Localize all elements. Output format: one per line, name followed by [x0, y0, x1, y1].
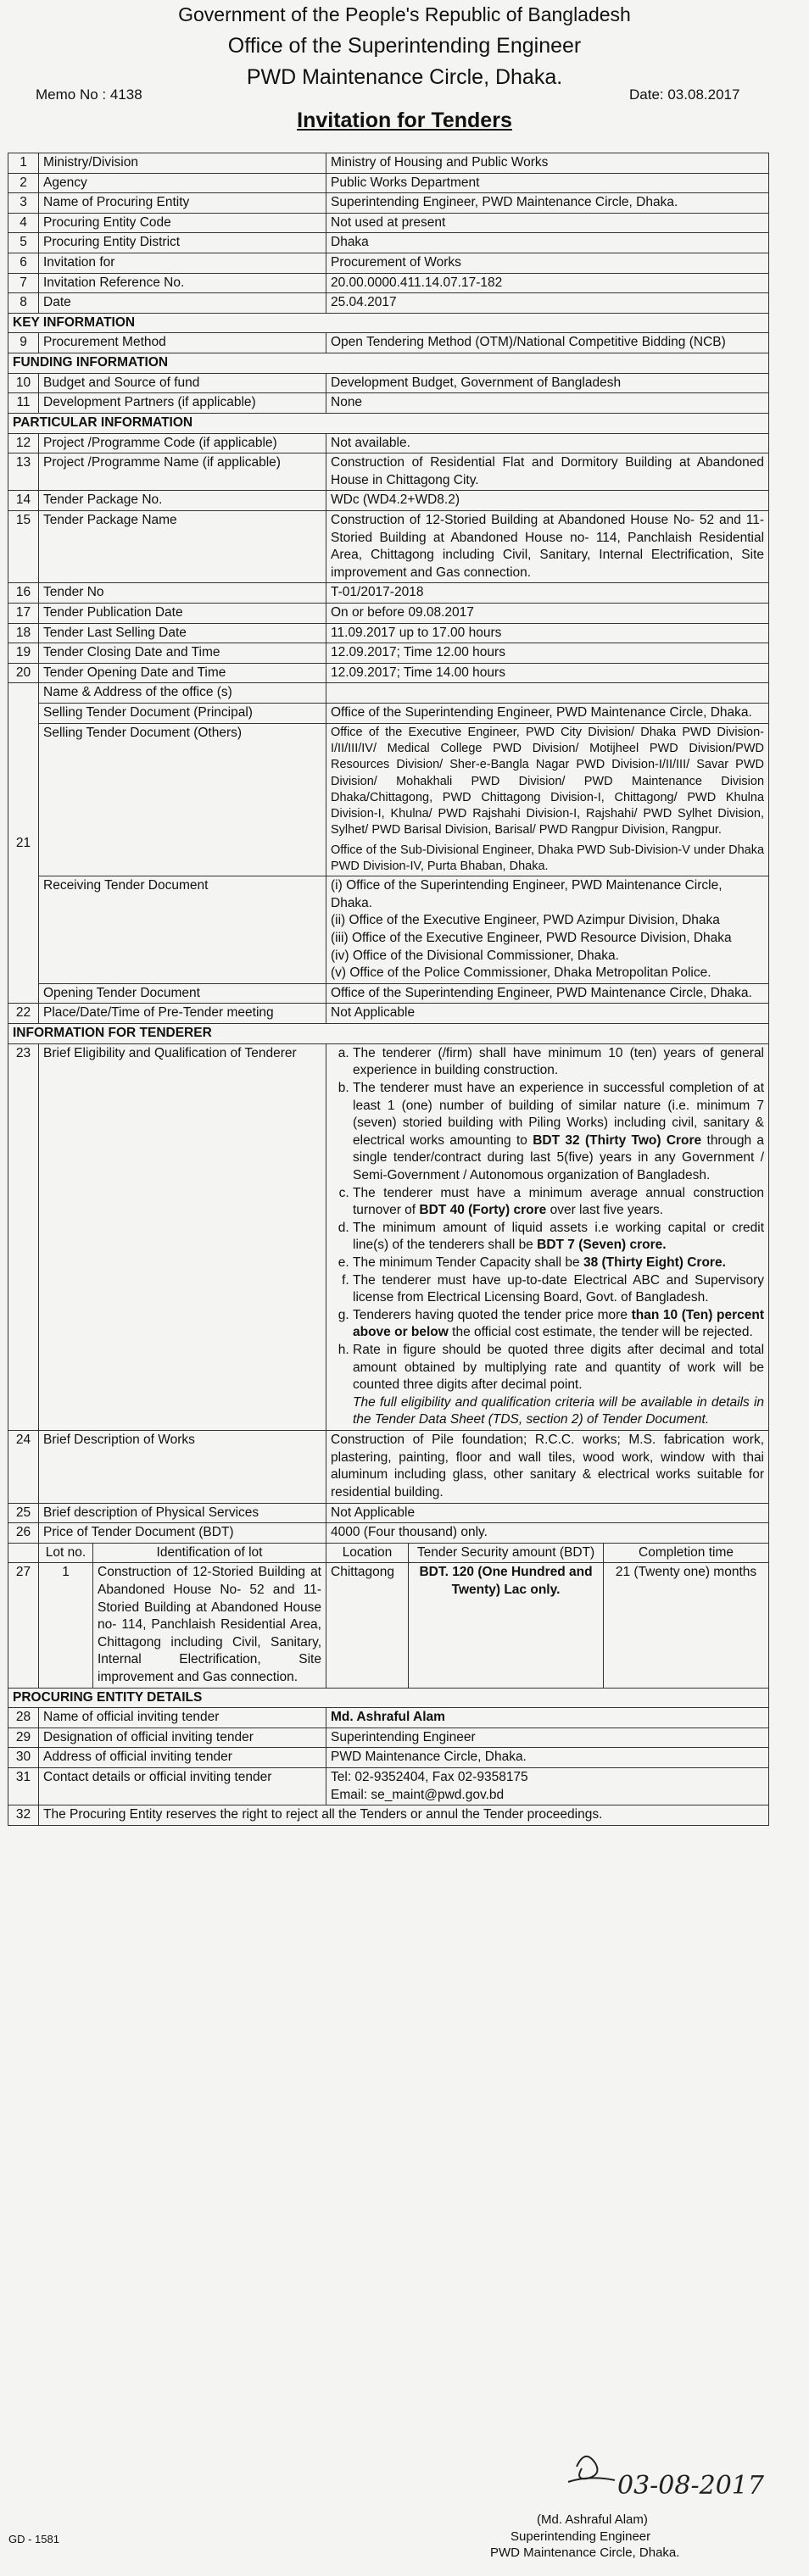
item-text: over last five years.	[546, 1203, 664, 1218]
eligibility-note: The full eligibility and qualification criteria will be available in details in the Tender Data Sheet (TDS, section 2) of Tender Document.	[353, 1394, 765, 1427]
row-number: 5	[8, 233, 39, 253]
row-label: Procurement Method	[39, 333, 326, 353]
row-number: 28	[8, 1708, 39, 1728]
table-row	[8, 1523, 769, 1544]
table-row	[8, 623, 769, 643]
lot-identification: Construction of 12-Storied Building at Abandoned House No- 52 and 11-Storied Building at Abandoned House no- 114, Panchlaish Residential Area, Chittagong including Civil, Sanitary, Internal Electrification, Site improvement and Gas connection.	[93, 1563, 326, 1688]
table-row	[8, 433, 769, 453]
section-heading: KEY INFORMATION	[8, 313, 769, 333]
row-number: 32	[8, 1805, 39, 1826]
table-row	[8, 273, 769, 293]
eligibility-item	[353, 1255, 764, 1272]
eligibility-item	[353, 1220, 764, 1255]
table-row	[8, 213, 769, 233]
table-row	[8, 583, 769, 604]
security-header: Tender Security amount (BDT)	[409, 1543, 604, 1563]
item-text: The minimum Tender Capacity shall be	[353, 1255, 583, 1270]
contact-phone: Tel: 02-9352404, Fax 02-9358175	[331, 1770, 528, 1785]
row-number: 14	[8, 491, 39, 511]
selling-offices-list: Office of the Executive Engineer, PWD City Division/ Dhaka PWD Division-I/II/III/IV/ Medical College PWD Division/ Motijheel PWD Division/PWD Resources Division/ Sher-e-Bangla Nagar PWD Division-I/II/III/ Savar PWD Division/ Mohakhali PWD Division/ PWD Maintenance Division Dhaka/Chittagong, PWD Chittagong Division-I, Chittagong/ PWD Khulna Division-I, Khulna/ PWD Rajshahi Division-I, Rajshahi/ PWD Sylhet Division, Sylhet/ PWD Barisal Division, Barisal/ PWD Rangpur Division, Rangpur.	[331, 725, 765, 837]
table-row	[8, 704, 769, 724]
row-label: Contact details or official inviting tender	[39, 1768, 326, 1805]
lot-header: Lot no.	[39, 1543, 93, 1563]
row-label: Brief Eligibility and Qualification of Tenderer	[39, 1043, 326, 1430]
row-value: On or before 09.08.2017	[326, 604, 769, 624]
row-number	[8, 1543, 39, 1563]
row-number: 26	[8, 1523, 39, 1544]
row-number: 1	[8, 153, 39, 174]
row-label: Designation of official inviting tender	[39, 1728, 326, 1748]
section-heading: PROCURING ENTITY DETAILS	[8, 1688, 769, 1708]
receiving-office-item: (ii) Office of the Executive Engineer, PWD Azimpur Division, Dhaka	[331, 913, 720, 928]
row-label: Tender Package Name	[39, 510, 326, 582]
row-label: Selling Tender Document (Others)	[39, 723, 326, 876]
row-number: 19	[8, 643, 39, 664]
row-number: 17	[8, 604, 39, 624]
row-number: 2	[8, 173, 39, 193]
row-label: Invitation for	[39, 253, 326, 274]
table-row	[8, 1768, 769, 1805]
eligibility-item	[353, 1045, 764, 1080]
table-row	[8, 1805, 769, 1826]
row-value: Md. Ashraful Alam	[326, 1708, 769, 1728]
row-number: 13	[8, 453, 39, 491]
row-value: WDc (WD4.2+WD8.2)	[326, 491, 769, 511]
row-number: 21	[8, 683, 39, 1004]
row-number: 4	[8, 213, 39, 233]
table-row	[8, 153, 769, 174]
row-label: Development Partners (if applicable)	[39, 393, 326, 414]
table-row	[8, 1431, 769, 1503]
table-row	[8, 1708, 769, 1728]
row-value: Open Tendering Method (OTM)/National Competitive Bidding (NCB)	[326, 333, 769, 353]
row-label: Budget and Source of fund	[39, 373, 326, 393]
row-number: 23	[8, 1043, 39, 1430]
lot-row	[8, 1563, 769, 1688]
table-row	[8, 510, 769, 582]
row-label: Tender No	[39, 583, 326, 604]
table-row	[8, 373, 769, 393]
item-text: The tenderer must have up-to-date Electrical ABC and Supervisory license from Electrical Licensing Board, Govt. of Bangladesh.	[353, 1272, 765, 1305]
row-number: 9	[8, 333, 39, 353]
row-label: Ministry/Division	[39, 153, 326, 174]
table-row	[8, 876, 769, 984]
row-value: Ministry of Housing and Public Works	[326, 153, 769, 174]
item-text: Rate in figure should be quoted three digits after decimal and total amount obtained by multiplying rate and quantity of work will be counted three digits after decimal point.	[353, 1343, 765, 1393]
row-number: 31	[8, 1768, 39, 1805]
row-label: Selling Tender Document (Principal)	[39, 704, 326, 724]
row-value	[326, 1043, 769, 1430]
row-label: Procuring Entity District	[39, 233, 326, 253]
row-number: 18	[8, 623, 39, 643]
row-label: Tender Package No.	[39, 491, 326, 511]
row-label: Receiving Tender Document	[39, 876, 326, 984]
section-heading: FUNDING INFORMATION	[8, 353, 769, 374]
row-label: Project /Programme Code (if applicable)	[39, 433, 326, 453]
row-number: 30	[8, 1748, 39, 1768]
item-text-bold: than 10 (Ten) percent above or below	[353, 1307, 765, 1340]
selling-offices-sub-division: Office of the Sub-Divisional Engineer, Dhaka PWD Sub-Division-V under Dhaka PWD Division-IV, Purta Bhaban, Dhaka.	[331, 843, 765, 873]
section-heading-row	[8, 1688, 769, 1708]
section-heading: PARTICULAR INFORMATION	[8, 413, 769, 433]
section-heading-row	[8, 313, 769, 333]
item-text-bold: 38 (Thirty Eight) Crore.	[583, 1255, 726, 1270]
item-text: the official cost estimate, the tender will be rejected.	[448, 1325, 753, 1340]
lot-completion-time: 21 (Twenty one) months	[604, 1563, 769, 1688]
lot-header-row	[8, 1543, 769, 1563]
lot-location: Chittagong	[326, 1563, 409, 1688]
row-value: Superintending Engineer	[326, 1728, 769, 1748]
item-text-bold: BDT 7 (Seven) crore.	[537, 1238, 667, 1253]
completion-header: Completion time	[604, 1543, 769, 1563]
table-row	[8, 233, 769, 253]
row-value	[326, 723, 769, 876]
row-value: 4000 (Four thousand) only.	[326, 1523, 769, 1544]
row-label: Name of official inviting tender	[39, 1708, 326, 1728]
table-row	[8, 193, 769, 214]
row-value: Office of the Superintending Engineer, PWD Maintenance Circle, Dhaka.	[326, 983, 769, 1004]
row-label: Brief Description of Works	[39, 1431, 326, 1503]
row-label: Date	[39, 293, 326, 314]
table-row	[8, 453, 769, 491]
eligibility-list	[331, 1045, 764, 1394]
row-value: Superintending Engineer, PWD Maintenance Circle, Dhaka.	[326, 193, 769, 214]
tender-table	[8, 153, 769, 1826]
row-number: 12	[8, 433, 39, 453]
lot-security-amount: BDT. 120 (One Hundred and Twenty) Lac only.	[409, 1563, 604, 1688]
row-label: Tender Last Selling Date	[39, 623, 326, 643]
item-text: through a single tender/contract during last 5(five) years in any Government / Semi-Government / Autonomous organization of Bangladesh.	[353, 1132, 765, 1182]
table-row	[8, 491, 769, 511]
receiving-office-item: (i) Office of the Superintending Engineer, PWD Maintenance Circle, Dhaka.	[331, 878, 723, 910]
row-number: 10	[8, 373, 39, 393]
lot-number: 1	[39, 1563, 93, 1688]
row-number: 25	[8, 1503, 39, 1523]
table-row	[8, 604, 769, 624]
row-number: 24	[8, 1431, 39, 1503]
notice-date: Date: 03.08.2017	[629, 86, 740, 103]
signatory-designation: Superintending Engineer	[511, 2529, 651, 2544]
row-label: Brief description of Physical Services	[39, 1503, 326, 1523]
item-text: The tenderer must have an experience in successful completion of at least 1 (one) number of building of similar nature (i.e. minimum 7 (seven) storied building with Piling Works) including civil, sanitary & electrical works amounting to	[353, 1080, 765, 1148]
signatory-office: PWD Maintenance Circle, Dhaka.	[490, 2545, 680, 2560]
row-number: 15	[8, 510, 39, 582]
signature-date: 03-08-2017	[617, 2471, 764, 2501]
section-heading-row	[8, 1024, 769, 1044]
row-value: Dhaka	[326, 233, 769, 253]
row-value: 25.04.2017	[326, 293, 769, 314]
row-value: Not used at present	[326, 213, 769, 233]
section-heading: INFORMATION FOR TENDERER	[8, 1024, 769, 1044]
table-row	[8, 683, 769, 704]
row-number: 7	[8, 273, 39, 293]
table-row	[8, 393, 769, 414]
row-value: 12.09.2017; Time 14.00 hours	[326, 663, 769, 683]
row-number: 29	[8, 1728, 39, 1748]
receiving-office-item: (iii) Office of the Executive Engineer, PWD Resource Division, Dhaka	[331, 931, 732, 946]
contact-email: Email: se_maint@pwd.gov.bd	[331, 1787, 505, 1802]
item-text-bold: BDT 32 (Thirty Two) Crore	[533, 1132, 702, 1148]
row-label: Address of official inviting tender	[39, 1748, 326, 1768]
office-heading: Office of the Superintending Engineer	[227, 34, 582, 58]
row-label: Project /Programme Name (if applicable)	[39, 453, 326, 491]
table-row	[8, 1728, 769, 1748]
eligibility-item	[353, 1080, 764, 1185]
memo-number: Memo No : 4138	[36, 86, 142, 103]
row-value: PWD Maintenance Circle, Dhaka.	[326, 1748, 769, 1768]
item-text-bold: BDT 40 (Forty) crore	[419, 1203, 547, 1218]
row-value: Construction of 12-Storied Building at Abandoned House No- 52 and 11-Storied Building at Abandoned House no- 114, Panchlaish Residential Area, Chittagong including Civil, Sanitary, Internal Electrification, Site improvement and Gas connection.	[326, 510, 769, 582]
row-number: 6	[8, 253, 39, 274]
row-value: T-01/2017-2018	[326, 583, 769, 604]
row-label: Agency	[39, 173, 326, 193]
row-label: Opening Tender Document	[39, 983, 326, 1004]
row-value: Construction of Pile foundation; R.C.C. works; M.S. fabrication work, plastering, painting, floor and wall tiles, wood work, window with thai aluminum including glass, other sanitary & electrical works suitable for residential building.	[326, 1431, 769, 1503]
row-value: Office of the Superintending Engineer, PWD Maintenance Circle, Dhaka.	[326, 704, 769, 724]
table-row	[8, 1043, 769, 1430]
location-header: Location	[326, 1543, 409, 1563]
table-row	[8, 1748, 769, 1768]
row-value: Procurement of Works	[326, 253, 769, 274]
row-number: 8	[8, 293, 39, 314]
row-value: Not Applicable	[326, 1004, 769, 1024]
signatory-name: (Md. Ashraful Alam)	[537, 2512, 648, 2527]
table-row	[8, 983, 769, 1004]
identification-header: Identification of lot	[93, 1543, 326, 1563]
row-label: Place/Date/Time of Pre-Tender meeting	[39, 1004, 326, 1024]
eligibility-item	[353, 1272, 764, 1307]
section-heading-row	[8, 413, 769, 433]
row-value	[326, 683, 769, 704]
eligibility-item	[353, 1185, 764, 1220]
row-number: 27	[8, 1563, 39, 1688]
government-heading: Government of the People's Republic of Bangladesh	[178, 3, 631, 25]
row-value: None	[326, 393, 769, 414]
row-value: Public Works Department	[326, 173, 769, 193]
item-text: The minimum amount of liquid assets i.e working capital or credit line(s) of the tenderers shall be	[353, 1220, 765, 1253]
table-row	[8, 663, 769, 683]
row-value: Development Budget, Government of Bangladesh	[326, 373, 769, 393]
row-label: Tender Publication Date	[39, 604, 326, 624]
receiving-office-item: (v) Office of the Police Commissioner, Dhaka Metropolitan Police.	[331, 965, 711, 981]
item-text: The tenderer (/firm) shall have minimum 10 (ten) years of general experience in building construction.	[353, 1045, 765, 1078]
row-number: 16	[8, 583, 39, 604]
page-title: Invitation for Tenders	[297, 108, 512, 132]
row-label: Procuring Entity Code	[39, 213, 326, 233]
row-number: 11	[8, 393, 39, 414]
row-label: Tender Closing Date and Time	[39, 643, 326, 664]
receiving-office-item: (iv) Office of the Divisional Commissioner, Dhaka.	[331, 948, 619, 963]
circle-heading: PWD Maintenance Circle, Dhaka.	[246, 65, 563, 89]
eligibility-item	[353, 1342, 764, 1394]
table-row	[8, 253, 769, 274]
row-value: 20.00.0000.411.14.07.17-182	[326, 273, 769, 293]
table-row	[8, 173, 769, 193]
row-number: 20	[8, 663, 39, 683]
eligibility-item	[353, 1307, 764, 1342]
row-value	[326, 1768, 769, 1805]
row-value: Not available.	[326, 433, 769, 453]
row-label: Name & Address of the office (s)	[39, 683, 326, 704]
gd-number: GD - 1581	[8, 2533, 59, 2545]
row-label: Price of Tender Document (BDT)	[39, 1523, 326, 1544]
row-number: 22	[8, 1004, 39, 1024]
row-label: Name of Procuring Entity	[39, 193, 326, 214]
table-row	[8, 333, 769, 353]
item-text: The tenderer must have a minimum average annual construction turnover of	[353, 1185, 765, 1218]
table-row	[8, 643, 769, 664]
row-number: 3	[8, 193, 39, 214]
row-label: Tender Opening Date and Time	[39, 663, 326, 683]
row-value: 12.09.2017; Time 12.00 hours	[326, 643, 769, 664]
table-row	[8, 1503, 769, 1523]
row-value: 11.09.2017 up to 17.00 hours	[326, 623, 769, 643]
section-heading-row	[8, 353, 769, 374]
table-row	[8, 293, 769, 314]
row-value: Construction of Residential Flat and Dormitory Building at Abandoned House in Chittagong City.	[326, 453, 769, 491]
row-value	[326, 876, 769, 984]
table-row	[8, 723, 769, 876]
table-row	[8, 1004, 769, 1024]
row-value: Not Applicable	[326, 1503, 769, 1523]
item-text: Tenderers having quoted the tender price more	[353, 1307, 632, 1322]
row-label: Invitation Reference No.	[39, 273, 326, 293]
row-value: The Procuring Entity reserves the right to reject all the Tenders or annul the Tender proceedings.	[39, 1805, 769, 1826]
